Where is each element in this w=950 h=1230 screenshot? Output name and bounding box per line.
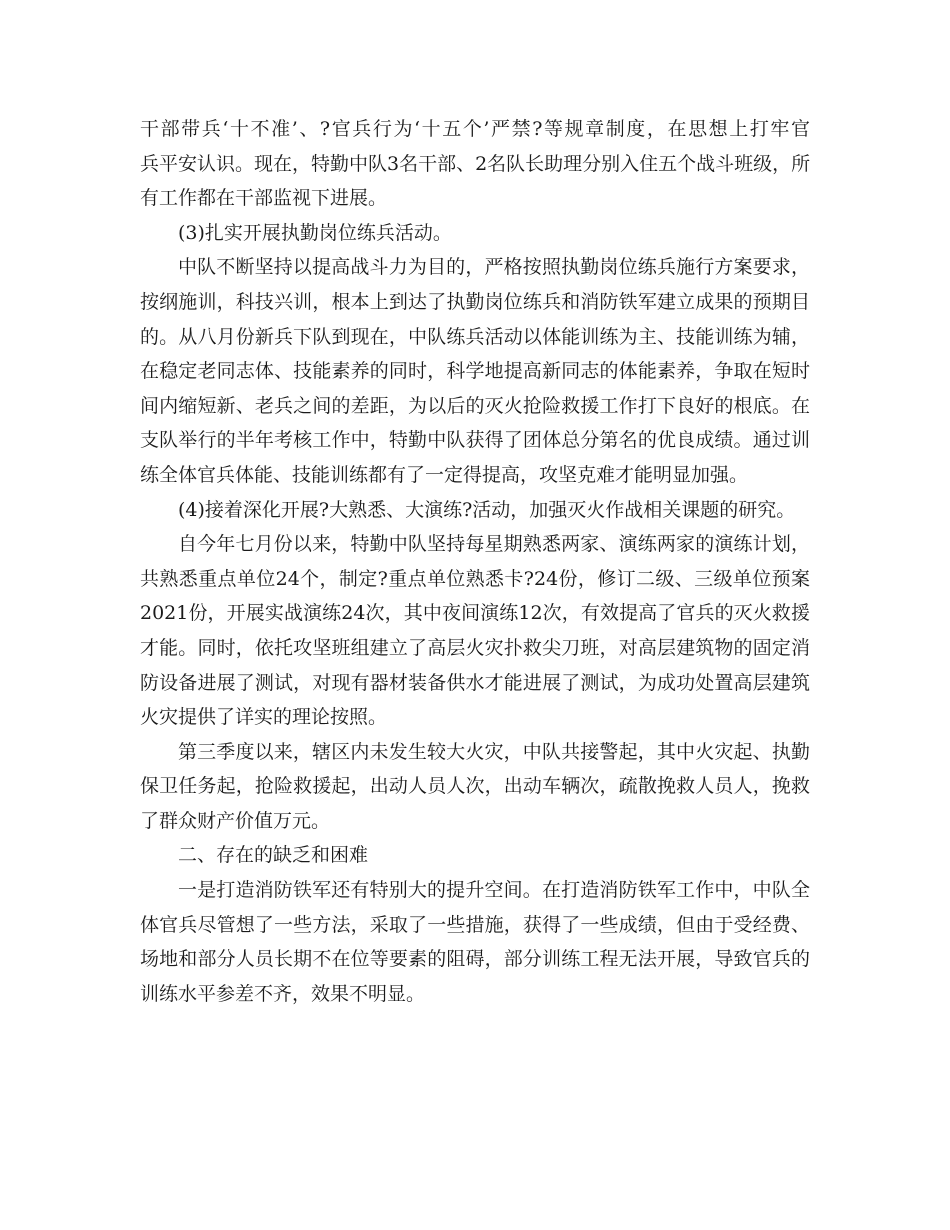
text-line: 在稳定老同志体、技能素养的同时，科学地提高新同志的体能素养，争取在短时 [140, 360, 810, 383]
text-line: 场地和部分人员长期不在位等要素的阻碍，部分训练工程无法开展，导致官兵的 [140, 948, 810, 971]
text-line: 火灾提供了详实的理论按照。 [140, 706, 388, 729]
text-line: 中队不断坚持以提高战斗力为目的，严格按照执勤岗位练兵施行方案要求， [178, 256, 810, 279]
text-line: 训练水平参差不齐，效果不明显。 [140, 982, 426, 1005]
text-line: 的。从八月份新兵下队到现在，中队练兵活动以体能训练为主、技能训练为辅， [140, 325, 810, 348]
document-body [140, 112, 810, 1011]
text-line: 防设备进展了测试，对现有器材装备供水才能进展了测试，为成功处置高层建筑 [140, 671, 810, 694]
text-line: 保卫任务起，抢险救援起，出动人员人次，出动车辆次，疏散挽救人员人，挽救 [140, 775, 810, 798]
text-line: 二、存在的缺乏和困难 [178, 844, 369, 867]
text-line: (3)扎实开展执勤岗位练兵活动。 [178, 221, 452, 244]
text-line: 有工作都在干部监视下进展。 [140, 187, 388, 210]
text-line: 一是打造消防铁军还有特别大的提升空间。在打造消防铁军工作中，中队全 [178, 879, 810, 902]
text-line: 按纲施训，科技兴训，根本上到达了执勤岗位练兵和消防铁军建立成果的预期目 [140, 290, 810, 313]
text-line: 练全体官兵体能、技能训练都有了一定得提高，攻坚克难才能明显加强。 [140, 463, 749, 486]
text-line: 才能。同时，依托攻坚班组建立了高层火灾扑救尖刀班，对高层建筑物的固定消 [140, 636, 810, 659]
text-line: 共熟悉重点单位24个，制定?重点单位熟悉卡?24份，修订二级、三级单位预案 [140, 567, 810, 590]
text-line: 支队举行的半年考核工作中，特勤中队获得了团体总分第名的优良成绩。通过训 [140, 429, 810, 452]
text-line: 干部带兵‘十不准’、?官兵行为‘十五个’严禁?等规章制度，在思想上打牢官 [140, 118, 810, 140]
text-line: 自今年七月份以来，特勤中队坚持每星期熟悉两家、演练两家的演练计划， [178, 533, 810, 556]
text-line: 了群众财产价值万元。 [140, 809, 331, 832]
text-line: 2021份，开展实战演练24次，其中夜间演练12次，有效提高了官兵的灭火救援 [140, 602, 810, 625]
text-line: 兵平安认识。现在，特勤中队3名干部、2名队长助理分别入住五个战斗班级，所 [140, 152, 811, 175]
text-line: 第三季度以来，辖区内未发生较大火灾，中队共接警起，其中火灾起、执勤 [178, 740, 810, 763]
text-line: (4)接着深化开展?大熟悉、大演练?活动，加强灭火作战相关课题的研究。 [178, 498, 796, 521]
text-line: 体官兵尽管想了一些方法，采取了一些措施，获得了一些成绩，但由于受经费、 [140, 913, 810, 936]
text-line: 间内缩短新、老兵之间的差距，为以后的灭火抢险救援工作打下良好的根底。在 [140, 394, 810, 417]
